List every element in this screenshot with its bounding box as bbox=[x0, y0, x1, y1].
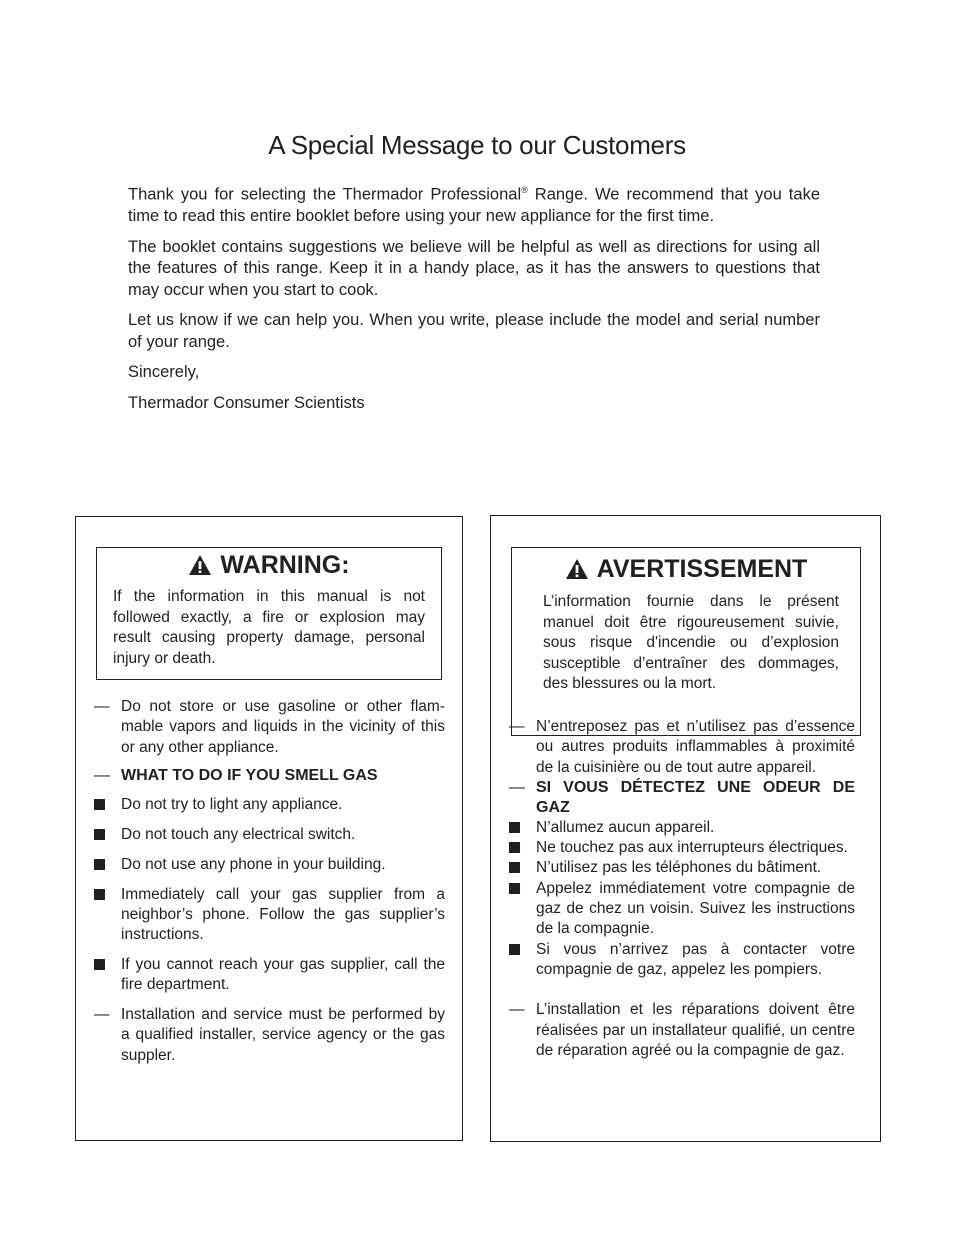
bullet-square-icon bbox=[509, 940, 520, 961]
bullet-square-icon bbox=[94, 855, 105, 876]
bullet-square-icon bbox=[94, 955, 105, 976]
list-item: If you cannot reach your gas supplier, call the fire department. bbox=[94, 955, 445, 996]
safety-list-english bbox=[94, 697, 445, 1066]
page-title: A Special Message to our Customers bbox=[268, 130, 686, 160]
bullet-square-icon bbox=[94, 885, 105, 906]
bullet-square-icon bbox=[509, 858, 520, 879]
warning-triangle-icon bbox=[188, 554, 212, 576]
bullet-square-icon bbox=[94, 825, 105, 846]
gas-smell-heading: — SI VOUS DÉTECTEZ UNE ODEUR DE GAZ bbox=[509, 778, 855, 816]
list-item: Ne touchez pas aux interrupteurs électriques. bbox=[509, 838, 855, 858]
intro-paragraph-1: Thank you for selecting the Thermador Professional® Range. We recommend that you take time to read this entire booklet before using your new appliance for the first time. bbox=[128, 185, 820, 225]
list-item: — Installation and service must be performed by a qualified installer, service agency or the gas suppler. bbox=[94, 1006, 445, 1064]
dash-marker: — bbox=[94, 1006, 110, 1024]
warning-body: If the information in this manual is not followed exactly, a fire or explosion may result causing property damage, personal injury or death. bbox=[113, 588, 425, 667]
list-item: Do not use any phone in your building. bbox=[94, 855, 445, 875]
intro-paragraph-2: The booklet contains suggestions we believe will be helpful as well as directions for using all the features of this range. Keep it in a handy place, as it has the answers to questions that may occur when you start to cook. bbox=[128, 237, 820, 299]
dash-marker: — bbox=[509, 718, 525, 735]
safety-list-french bbox=[509, 717, 855, 1061]
intro-signature: Thermador Consumer Scientists bbox=[128, 393, 365, 412]
list-item: Appelez immédiatement votre compagnie de gaz de chez un voisin. Suivez les instructions de la compagnie. bbox=[509, 879, 855, 940]
bullet-square-icon bbox=[509, 838, 520, 859]
dash-marker: — bbox=[94, 766, 110, 784]
registered-mark: ® bbox=[521, 185, 528, 195]
list-item: — L’installation et les réparations doivent être réalisées par un installateur qualifié, un centre de réparation agréé ou la compagnie de gaz. bbox=[509, 1001, 855, 1059]
avertissement-body: L’information fournie dans le présent manuel doit être rigoureusement suivie, sous risque d'incendie ou d’explosion susceptible d’entraîner des dommages, des blessures ou la mort. bbox=[543, 593, 839, 692]
list-item: — N’entreposez pas et n’utilisez pas d’essence ou autres produits inflammables à proximité de la cuisinière ou de tout autre appareil. bbox=[509, 718, 855, 776]
warning-box-english bbox=[75, 516, 463, 1141]
list-item: — Do not store or use gasoline or other flam-mable vapors and liquids in the vicinity of this or any other appliance. bbox=[94, 698, 445, 756]
avertissement-heading: AVERTISSEMENT bbox=[512, 553, 860, 585]
intro-letter bbox=[128, 180, 820, 423]
list-item: Immediately call your gas supplier from a neighbor’s phone. Follow the gas supplier’s instructions. bbox=[94, 885, 445, 946]
warning-notice-english bbox=[96, 547, 442, 680]
list-item: Do not touch any electrical switch. bbox=[94, 825, 445, 845]
bullet-square-icon bbox=[509, 818, 520, 839]
dash-marker: — bbox=[509, 778, 525, 796]
list-item: Do not try to light any appliance. bbox=[94, 795, 445, 815]
warning-triangle-icon bbox=[565, 558, 589, 580]
intro-paragraph-3: Let us know if we can help you. When you write, please include the model and serial number of your range. bbox=[128, 311, 820, 351]
list-item: N’allumez aucun appareil. bbox=[509, 818, 855, 838]
bullet-square-icon bbox=[509, 879, 520, 900]
list-item: N’utilisez pas les téléphones du bâtiment. bbox=[509, 858, 855, 878]
warning-heading: WARNING: bbox=[97, 550, 441, 580]
list-item: Si vous n’arrivez pas à contacter votre compagnie de gaz, appelez les pompiers. bbox=[509, 940, 855, 981]
dash-marker: — bbox=[509, 1001, 525, 1019]
warning-notice-french bbox=[511, 547, 861, 736]
gas-smell-heading: — WHAT TO DO IF YOU SMELL GAS bbox=[94, 766, 445, 786]
warning-box-french bbox=[490, 515, 881, 1142]
intro-closing: Sincerely, bbox=[128, 363, 200, 381]
dash-marker: — bbox=[94, 698, 110, 715]
bullet-square-icon bbox=[94, 795, 105, 816]
